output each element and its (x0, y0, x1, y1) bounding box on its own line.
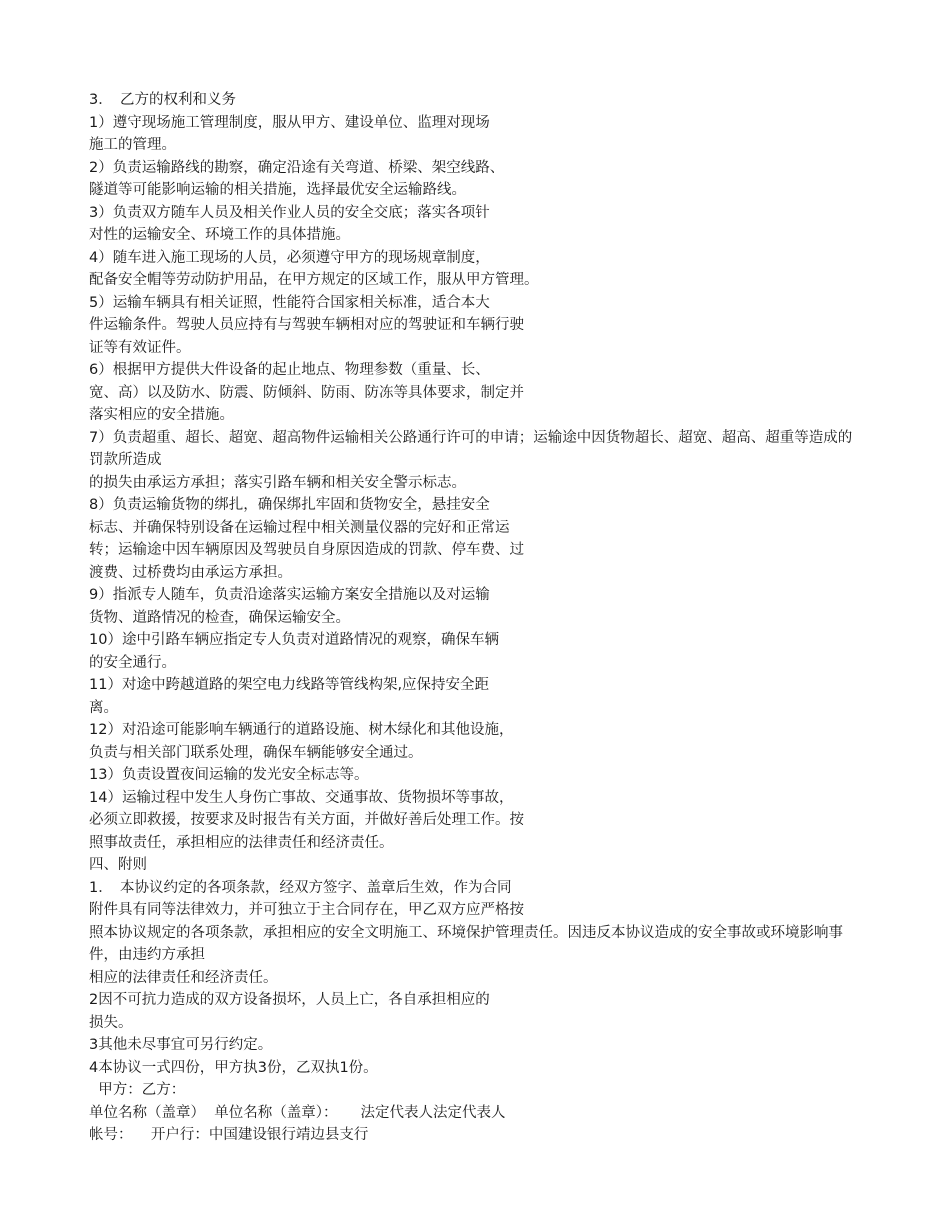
text-line: 落实相应的安全措施。 (89, 407, 234, 423)
text-line: 渡费、过桥费均由承运方承担。 (89, 564, 292, 581)
text-line: 离。 (89, 699, 118, 716)
signature-unit-names: 单位名称（盖章） 单位名称（盖章）： 法定代表人法定代表人 (89, 1104, 506, 1121)
text-line: 宽、高）以及防水、防震、防倾斜、防雨、防冻等具体要求，制定并 (89, 384, 524, 401)
text-line: 损失。 (89, 1014, 133, 1031)
text-line: 1． 本协议约定的各项条款，经双方签字、盖章后生效，作为合同 (89, 879, 512, 896)
section-heading-3: 3． 乙方的权利和义务 (89, 92, 236, 108)
text-line: 必须立即救援，按要求及时报告有关方面，并做好善后处理工作。按 (89, 812, 524, 828)
section-heading-appendix: 四、附则 (89, 857, 147, 873)
text-line: 配备安全帽等劳动防护用品，在甲方规定的区域工作，服从甲方管理。 (89, 272, 539, 288)
text-line: 附件具有同等法律效力，并可独立于主合同存在，甲乙双方应严格按 (89, 902, 524, 918)
text-line: 证等有效证件。 (89, 339, 191, 356)
text-line: 货物、道路情况的检查，确保运输安全。 (89, 609, 350, 626)
text-line: 10）途中引路车辆应指定专人负责对道路情况的观察，确保车辆 (89, 632, 499, 648)
text-line: 标志、并确保特别设备在运输过程中相关测量仪器的完好和正常运 (89, 519, 510, 536)
document-body (89, 89, 869, 1147)
text-line: 相应的法律责任和经济责任。 (89, 969, 278, 986)
text-line: 隧道等可能影响运输的相关措施，选择最优安全运输路线。 (89, 182, 466, 198)
text-line: 2因不可抗力造成的双方设备损坏，人员上亡，各自承担相应的 (89, 992, 490, 1008)
text-line: 1）遵守现场施工管理制度，服从甲方、建设单位、监理对现场 (89, 114, 490, 131)
text-line: 11）对途中跨越道路的架空电力线路等管线构架,应保持安全距 (89, 677, 490, 693)
text-line: 5）运输车辆具有相关证照，性能符合国家相关标准，适合本大 (89, 294, 490, 311)
text-line: 件运输条件。驾驶人员应持有与驾驶车辆相对应的驾驶证和车辆行驶 (89, 317, 524, 333)
text-line: 4本协议一式四份，甲方执3份，乙双执1份。 (89, 1059, 378, 1076)
text-line-long: 7）负责超重、超长、超宽、超高物件运输相关公路通行许可的申请；运输途中因货物超长、超宽、超高、超重等造成的罚款所造成 (89, 429, 853, 468)
text-line: 负责与相关部门联系处理，确保车辆能够安全通过。 (89, 744, 423, 761)
text-line: 转；运输途中因车辆原因及驾驶员自身原因造成的罚款、停车费、过 (89, 542, 524, 558)
text-line: 8）负责运输货物的绑扎，确保绑扎牢固和货物安全，悬挂安全 (89, 497, 490, 513)
text-line: 的损失由承运方承担；落实引路车辆和相关安全警示标志。 (89, 474, 466, 491)
text-line: 的安全通行。 (89, 654, 176, 671)
text-line: 9）指派专人随车，负责沿途落实运输方案安全措施以及对运输 (89, 587, 490, 603)
text-line: 施工的管理。 (89, 137, 176, 153)
bank-account-info: 帐号： 开户行：中国建设银行靖边县支行 (89, 1127, 369, 1143)
text-line: 13）负责设置夜间运输的发光安全标志等。 (89, 767, 369, 783)
text-line: 照事故责任，承担相应的法律责任和经济责任。 (89, 834, 394, 851)
signature-parties: 甲方：乙方： (89, 1082, 186, 1098)
text-line: 3其他未尽事宜可另行约定。 (89, 1037, 273, 1053)
text-line: 3）负责双方随车人员及相关作业人员的安全交底；落实各项针 (89, 204, 490, 221)
text-line: 12）对沿途可能影响车辆通行的道路设施、树木绿化和其他设施， (89, 722, 514, 738)
text-line-long: 照本协议规定的各项条款，承担相应的安全文明施工、环境保护管理责任。因违反本协议造成的安全事故或环境影响事件，由违约方承担 (89, 924, 843, 963)
text-line: 4）随车进入施工现场的人员，必须遵守甲方的现场规章制度， (89, 249, 490, 266)
text-line: 6）根据甲方提供大件设备的起止地点、物理参数（重量、长、 (89, 362, 490, 378)
text-line: 14）运输过程中发生人身伤亡事故、交通事故、货物损坏等事故， (89, 789, 514, 806)
text-line: 对性的运输安全、环境工作的具体措施。 (89, 227, 350, 243)
text-line: 2）负责运输路线的勘察，确定沿途有关弯道、桥梁、架空线路、 (89, 159, 505, 176)
